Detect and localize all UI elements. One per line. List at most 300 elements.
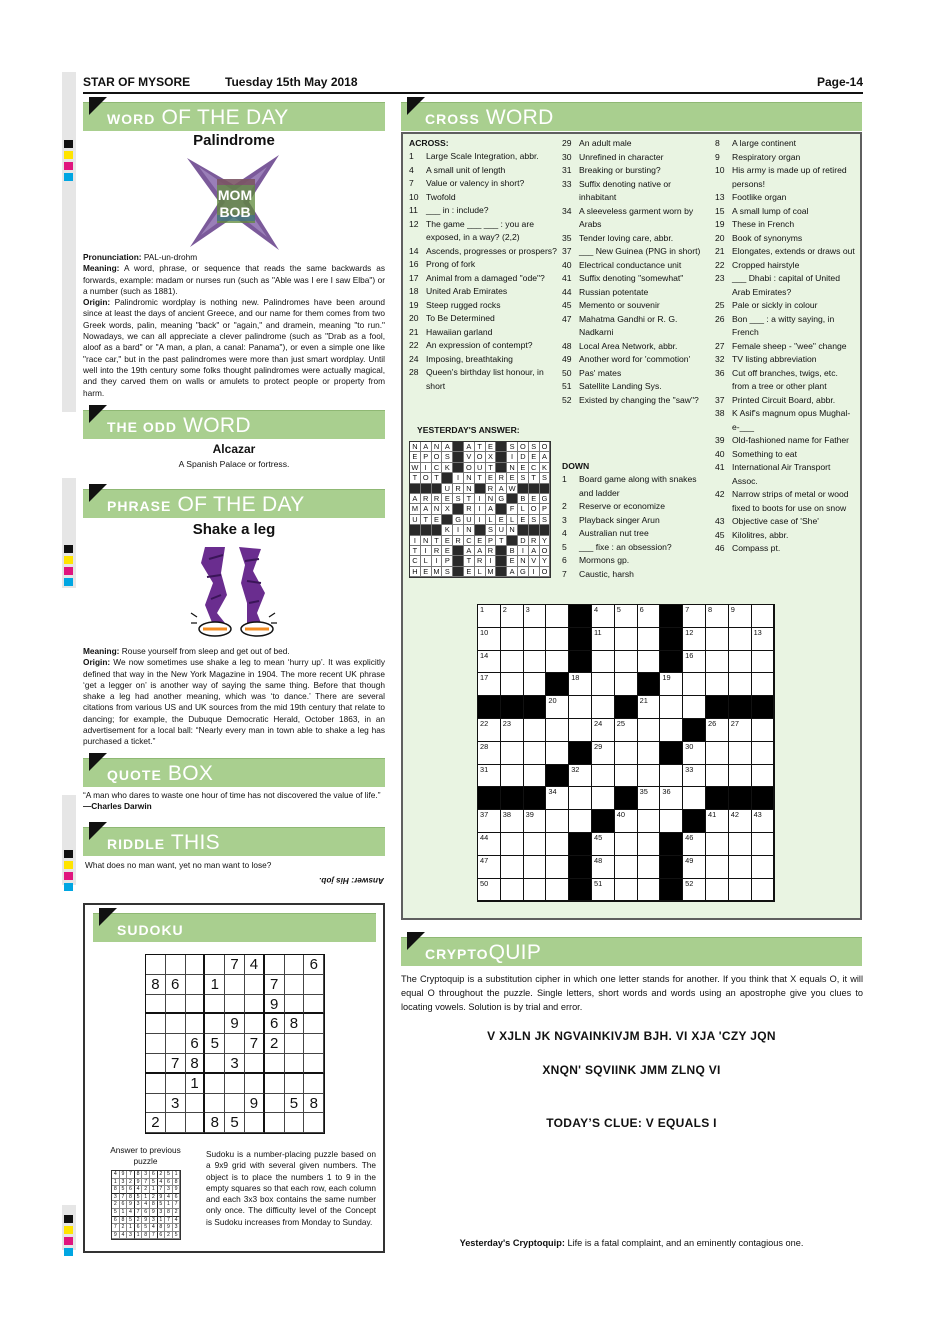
- crossword-cell[interactable]: [524, 833, 547, 856]
- crossword-cell[interactable]: [546, 719, 569, 742]
- answer-cell: A: [410, 494, 421, 504]
- answer-cell: N: [432, 504, 443, 514]
- sudoku-cell[interactable]: [245, 1014, 265, 1034]
- sudoku-answer-cell: 4: [173, 1217, 181, 1225]
- crossword-clue: 41 Suffix denoting "somewhat": [562, 273, 684, 283]
- crossword-cell[interactable]: [683, 696, 706, 719]
- sudoku-answer-cell: 8: [135, 1171, 143, 1179]
- crossword-cell[interactable]: 50: [478, 879, 501, 902]
- crossword-clue: 49 Another word for 'commotion': [562, 354, 691, 364]
- crossword-cell[interactable]: [638, 810, 661, 833]
- answer-cell: T: [486, 463, 497, 473]
- sudoku-cell[interactable]: [304, 1074, 324, 1094]
- crossword-cell[interactable]: [569, 696, 592, 719]
- sudoku-cell[interactable]: [205, 1054, 225, 1074]
- crossword-cell[interactable]: [706, 651, 729, 674]
- crossword-cell[interactable]: 23: [501, 719, 524, 742]
- answer-cell: A: [442, 442, 453, 452]
- crossword-cell[interactable]: [615, 856, 638, 879]
- crossword-clue: 24 Imposing, breathtaking: [409, 353, 513, 364]
- sudoku-cell[interactable]: [186, 955, 206, 975]
- sudoku-cell: 8: [186, 1054, 206, 1074]
- answer-cell: E: [442, 546, 453, 556]
- crossword-cell[interactable]: [638, 719, 661, 742]
- answer-cell: [453, 546, 464, 556]
- crossword-cell[interactable]: 13: [752, 628, 775, 651]
- crossword-cell[interactable]: 17: [478, 673, 501, 696]
- sudoku-cell: 5: [205, 1034, 225, 1054]
- crossword-cell[interactable]: [501, 879, 524, 902]
- answer-cell: O: [432, 452, 443, 462]
- crossword-cell[interactable]: 27: [729, 719, 752, 742]
- crossword-cell[interactable]: 12: [683, 628, 706, 651]
- crossword-cell[interactable]: [752, 833, 775, 856]
- answer-cell: M: [486, 567, 497, 577]
- crossword-cell[interactable]: [524, 765, 547, 788]
- crossword-clue: 11 ___ in : include?: [409, 205, 489, 215]
- sudoku-cell[interactable]: [245, 975, 265, 995]
- crossword-cell[interactable]: 42: [729, 810, 752, 833]
- crossword-cell[interactable]: [524, 879, 547, 902]
- crossword-cell[interactable]: [729, 673, 752, 696]
- answer-cell: P: [540, 504, 551, 514]
- sudoku-cell[interactable]: [225, 1074, 245, 1094]
- sudoku-cell[interactable]: [265, 1054, 285, 1074]
- crossword-cell[interactable]: 5: [615, 605, 638, 628]
- sudoku-answer-cell: 9: [120, 1171, 128, 1179]
- crossword-cell[interactable]: [729, 833, 752, 856]
- crossword-cell[interactable]: [592, 696, 615, 719]
- crossword-cell[interactable]: 38: [501, 810, 524, 833]
- sudoku-cell[interactable]: [146, 995, 166, 1015]
- sudoku-cell[interactable]: [146, 1054, 166, 1074]
- crossword-cell[interactable]: [660, 696, 683, 719]
- answer-cell: E: [518, 463, 529, 473]
- answer-cell: L: [421, 556, 432, 566]
- sudoku-cell[interactable]: [146, 1074, 166, 1094]
- answer-cell: [518, 525, 529, 535]
- crossword-cell[interactable]: [546, 833, 569, 856]
- answer-cell: U: [464, 515, 475, 525]
- sudoku-cell[interactable]: [304, 1034, 324, 1054]
- crossword-cell[interactable]: 16: [683, 651, 706, 674]
- crossword-cell: [660, 833, 683, 856]
- sudoku-cell[interactable]: [146, 1014, 166, 1034]
- sudoku-cell[interactable]: [245, 1074, 265, 1094]
- crossword-clue: 7 Caustic, harsh: [562, 568, 634, 579]
- crossword-cell[interactable]: [660, 719, 683, 742]
- crossword-cell[interactable]: [501, 765, 524, 788]
- crossword-cell[interactable]: [615, 765, 638, 788]
- crossword-cell[interactable]: 4: [592, 605, 615, 628]
- sudoku-cell[interactable]: [245, 1113, 265, 1133]
- crossword-cell[interactable]: [524, 719, 547, 742]
- crossword-clue: 27 Female sheep - "wee" change: [715, 340, 847, 351]
- crossword-cell[interactable]: 48: [592, 856, 615, 879]
- crossword-cell[interactable]: [660, 810, 683, 833]
- answer-cell: I: [475, 504, 486, 514]
- crossword-cell[interactable]: [524, 673, 547, 696]
- crossword-cell[interactable]: [592, 673, 615, 696]
- sudoku-cell[interactable]: [304, 975, 324, 995]
- sudoku-cell[interactable]: [265, 1113, 285, 1133]
- answer-cell: I: [421, 463, 432, 473]
- crossword-clue: 35 Tender loving care, abbr.: [562, 232, 674, 243]
- crossword-clue: 21 Hawaiian garland: [409, 326, 493, 337]
- sudoku-answer-cell: 9: [165, 1224, 173, 1232]
- crossword-cell[interactable]: 31: [478, 765, 501, 788]
- color-marks: [64, 545, 73, 589]
- crossword-cell[interactable]: [729, 765, 752, 788]
- crossword-cell[interactable]: [501, 856, 524, 879]
- crossword-cell: [660, 605, 683, 628]
- answer-cell: C: [410, 556, 421, 566]
- sudoku-cell[interactable]: [285, 955, 305, 975]
- crossword-clue: 51 Satellite Landing Sys.: [562, 381, 662, 391]
- crossword-cell[interactable]: [752, 742, 775, 765]
- crossword-cell[interactable]: [638, 765, 661, 788]
- sudoku-cell[interactable]: [205, 955, 225, 975]
- crossword-cell[interactable]: [592, 765, 615, 788]
- answer-cell: [540, 525, 551, 535]
- sudoku-cell[interactable]: [265, 955, 285, 975]
- sudoku-cell[interactable]: [166, 1034, 186, 1054]
- answer-cell: I: [475, 515, 486, 525]
- crossword-clue: 46 Compass pt.: [715, 543, 781, 553]
- crossword-cell[interactable]: [546, 651, 569, 674]
- crossword-cell[interactable]: [729, 651, 752, 674]
- crossword-clue: 36 Cut off branches, twigs, etc. from a tree or other plant: [715, 367, 838, 391]
- crossword-cell[interactable]: 28: [478, 742, 501, 765]
- sudoku-cell[interactable]: [285, 975, 305, 995]
- crossword-cell[interactable]: [615, 673, 638, 696]
- crossword-cell[interactable]: 45: [592, 833, 615, 856]
- word-of-day-body: Pronunciation: PAL-un-drohm Meaning: A word, phrase, or sequence that reads the same backwards as forwards, example: madam or nurses run (such as "Able was I ere I saw Elba") or a number (such as 1881). Origin: Palindromic wordplay is nothing new. Palindromes have been around since at least the days of ancient Greece, and our name for them comes from two Greek words, palin, meaning "back" or "again," and dramein, meaning "to run." Nowadays, we can all appreciate a clever palindrome (such as "Drab as a fool, aloof as a bard" or "A man, a plan, a canal: Panama"), or even a simple one like "race car," but in the past palindromes were more than just smart wordplay. Until well into the 19th century some folks thought palindromes were actually magical, and they carved them on walls or amulets to protect people or property from harm.: [83, 252, 385, 398]
- crossword-cell[interactable]: [592, 651, 615, 674]
- sudoku-cell[interactable]: [225, 975, 245, 995]
- crossword-cell[interactable]: [546, 810, 569, 833]
- crossword-cell[interactable]: [752, 605, 775, 628]
- crossword-cell[interactable]: 47: [478, 856, 501, 879]
- answer-cell: N: [432, 442, 443, 452]
- crossword-cell[interactable]: 36: [660, 787, 683, 810]
- crossword-cell[interactable]: 51: [592, 879, 615, 902]
- sudoku-cell: 9: [245, 1094, 265, 1114]
- sudoku-cell[interactable]: [205, 995, 225, 1015]
- answer-cell: I: [421, 546, 432, 556]
- answer-cell: I: [453, 473, 464, 483]
- crossword-cell[interactable]: [683, 787, 706, 810]
- sudoku-cell[interactable]: [304, 1113, 324, 1133]
- sudoku-cell[interactable]: [225, 1034, 245, 1054]
- crossword-cell[interactable]: 41: [706, 810, 729, 833]
- crossword-cell[interactable]: [638, 742, 661, 765]
- sudoku-answer-cell: 5: [150, 1179, 158, 1187]
- crossword-cell[interactable]: [546, 742, 569, 765]
- crossword-cell[interactable]: 25: [615, 719, 638, 742]
- cryptoquip-banner: CRYPTOQUIP: [401, 937, 862, 966]
- crossword-cell[interactable]: [638, 651, 661, 674]
- crossword-cell[interactable]: [524, 651, 547, 674]
- crossword-cell[interactable]: 22: [478, 719, 501, 742]
- sudoku-cell[interactable]: [166, 1113, 186, 1133]
- crossword-cell[interactable]: [615, 628, 638, 651]
- sudoku-cell[interactable]: [205, 1094, 225, 1114]
- sudoku-cell[interactable]: [285, 995, 305, 1015]
- sudoku-answer-cell: 5: [158, 1201, 166, 1209]
- sudoku-cell[interactable]: [166, 995, 186, 1015]
- answer-cell: H: [410, 567, 421, 577]
- crossword-cell[interactable]: [615, 833, 638, 856]
- crossword-cell[interactable]: [752, 719, 775, 742]
- crossword-clue: 4 A small unit of length: [409, 164, 506, 175]
- sudoku-answer-cell: 3: [158, 1209, 166, 1217]
- crossword-cell[interactable]: 2: [501, 605, 524, 628]
- crossword-cell[interactable]: [524, 856, 547, 879]
- crossword-cell: [660, 651, 683, 674]
- crossword-cell[interactable]: 40: [615, 810, 638, 833]
- crossword-clue: 31 Breaking or bursting?: [562, 165, 661, 175]
- corner-triangle-icon: [89, 822, 107, 840]
- answer-cell: V: [529, 556, 540, 566]
- crossword-cell[interactable]: [638, 856, 661, 879]
- crossword-cell[interactable]: [706, 628, 729, 651]
- crossword-cell[interactable]: [501, 651, 524, 674]
- crossword-cell[interactable]: [501, 742, 524, 765]
- sudoku-cell[interactable]: [186, 1113, 206, 1133]
- crossword-cell[interactable]: [752, 765, 775, 788]
- issue-date: Tuesday 15th May 2018: [225, 75, 358, 89]
- answer-cell: A: [464, 546, 475, 556]
- sudoku-cell[interactable]: [285, 1113, 305, 1133]
- crossword-cell[interactable]: 35: [638, 787, 661, 810]
- sudoku-answer-cell: 4: [165, 1194, 173, 1202]
- crossword-cell[interactable]: 30: [683, 742, 706, 765]
- crossword-cell[interactable]: 20: [546, 696, 569, 719]
- crossword-cell[interactable]: [638, 833, 661, 856]
- sudoku-cell[interactable]: [205, 1074, 225, 1094]
- crossword-cell[interactable]: 11: [592, 628, 615, 651]
- sudoku-answer-cell: 2: [127, 1179, 135, 1187]
- answer-cell: R: [432, 546, 443, 556]
- crossword-cell[interactable]: 21: [638, 696, 661, 719]
- answer-cell: [453, 504, 464, 514]
- crossword-clue: 19 These in French: [715, 219, 795, 229]
- sudoku-answer-cell: 7: [127, 1171, 135, 1179]
- sudoku-cell[interactable]: [166, 1014, 186, 1034]
- crossword-cell[interactable]: 46: [683, 833, 706, 856]
- crossword-cell[interactable]: [615, 879, 638, 902]
- answer-cell: U: [496, 525, 507, 535]
- crossword-cell[interactable]: [706, 742, 729, 765]
- sudoku-cell: 2: [146, 1113, 166, 1133]
- crossword-cell[interactable]: 3: [524, 605, 547, 628]
- crossword-cell[interactable]: [706, 673, 729, 696]
- crossword-cell[interactable]: [729, 628, 752, 651]
- sudoku-answer-cell: 6: [150, 1171, 158, 1179]
- sudoku-cell[interactable]: [225, 995, 245, 1015]
- crossword-cell[interactable]: 24: [592, 719, 615, 742]
- sudoku-answer-cell: 4: [120, 1232, 128, 1240]
- crossword-cell[interactable]: 29: [592, 742, 615, 765]
- answer-cell: S: [486, 525, 497, 535]
- sudoku-cell[interactable]: [245, 1054, 265, 1074]
- crossword-cell[interactable]: [569, 787, 592, 810]
- crossword-cell[interactable]: [524, 742, 547, 765]
- sudoku-cell[interactable]: [265, 1094, 285, 1114]
- crossword-cell: [706, 696, 729, 719]
- crossword-cell[interactable]: [638, 879, 661, 902]
- sudoku-cell[interactable]: [304, 1054, 324, 1074]
- crossword-cell[interactable]: 9: [729, 605, 752, 628]
- crossword-cell: [569, 833, 592, 856]
- crossword-cell[interactable]: [752, 879, 775, 902]
- crossword-cell[interactable]: [638, 628, 661, 651]
- sudoku-cell[interactable]: [304, 1014, 324, 1034]
- page-number: Page-14: [816, 75, 863, 89]
- crossword-cell[interactable]: 6: [638, 605, 661, 628]
- sudoku-answer-cell: 5: [112, 1209, 120, 1217]
- crossword-cell[interactable]: [546, 605, 569, 628]
- crossword-cell[interactable]: 34: [546, 787, 569, 810]
- crossword-cell[interactable]: [683, 673, 706, 696]
- crossword-cell[interactable]: 10: [478, 628, 501, 651]
- corner-triangle-icon: [89, 753, 107, 771]
- quote-author: —Charles Darwin: [83, 801, 152, 812]
- crossword-cell: [660, 856, 683, 879]
- crossword-cell[interactable]: 32: [569, 765, 592, 788]
- sudoku-cell[interactable]: [166, 1074, 186, 1094]
- crossword-clue: 6 Mormons gp.: [562, 555, 630, 565]
- crossword-cell: [615, 696, 638, 719]
- answer-cell: F: [507, 504, 518, 514]
- answer-cell: [410, 484, 421, 494]
- color-marks: [64, 850, 73, 894]
- sudoku-cell[interactable]: [285, 1074, 305, 1094]
- sudoku-answer-cell: 2: [142, 1186, 150, 1194]
- crossword-cell[interactable]: [729, 856, 752, 879]
- sudoku-answer-cell: 6: [127, 1186, 135, 1194]
- crossword-cell[interactable]: 37: [478, 810, 501, 833]
- crossword-cell[interactable]: [660, 765, 683, 788]
- sudoku-answer-cell: 1: [135, 1232, 143, 1240]
- crossword-cell[interactable]: 49: [683, 856, 706, 879]
- sudoku-cell[interactable]: [285, 1034, 305, 1054]
- crossword-cell[interactable]: [546, 856, 569, 879]
- crossword-cell[interactable]: [501, 628, 524, 651]
- sudoku-cell[interactable]: [146, 1034, 166, 1054]
- crossword-cell[interactable]: 39: [524, 810, 547, 833]
- sudoku-cell[interactable]: [205, 1014, 225, 1034]
- answer-cell: [453, 442, 464, 452]
- crossword-cell[interactable]: [729, 742, 752, 765]
- crossword-cell[interactable]: [752, 651, 775, 674]
- crossword-cell[interactable]: 7: [683, 605, 706, 628]
- sudoku-cell[interactable]: [285, 1054, 305, 1074]
- crossword-cell[interactable]: 19: [660, 673, 683, 696]
- crossword-cell[interactable]: 52: [683, 879, 706, 902]
- answer-cell: E: [475, 536, 486, 546]
- sudoku-answer-cell: 3: [173, 1224, 181, 1232]
- sudoku-cell[interactable]: [186, 975, 206, 995]
- crossword-cell[interactable]: 43: [752, 810, 775, 833]
- crossword-cell[interactable]: 14: [478, 651, 501, 674]
- sudoku-cell[interactable]: [166, 955, 186, 975]
- answer-cell: W: [507, 484, 518, 494]
- sudoku-answer-cell: 7: [120, 1194, 128, 1202]
- crossword-cell[interactable]: 44: [478, 833, 501, 856]
- crossword-clue: 40 Electrical conductance unit: [562, 259, 682, 270]
- crossword-cell[interactable]: [729, 879, 752, 902]
- answer-cell: E: [410, 452, 421, 462]
- answer-cell: A: [496, 484, 507, 494]
- sudoku-answer-cell: 2: [150, 1194, 158, 1202]
- crossword-cell[interactable]: [592, 787, 615, 810]
- riddle-answer: Answer: His job.: [318, 876, 384, 886]
- crossword-cell: [501, 696, 524, 719]
- crossword-cell[interactable]: [615, 651, 638, 674]
- sudoku-cell[interactable]: [225, 1094, 245, 1114]
- crossword-cell[interactable]: [752, 673, 775, 696]
- crossword-cell[interactable]: [706, 833, 729, 856]
- crossword-clue: 1 Board game along with snakes and ladder: [562, 474, 697, 498]
- crossword-cell: [569, 742, 592, 765]
- sudoku-cell[interactable]: [186, 995, 206, 1015]
- crossword-cell[interactable]: [706, 856, 729, 879]
- crossword-cell[interactable]: [615, 742, 638, 765]
- sudoku-cell[interactable]: [146, 955, 166, 975]
- crossword-cell[interactable]: [706, 765, 729, 788]
- riddle-banner: RIDDLE THIS: [83, 827, 385, 856]
- sudoku-cell[interactable]: [186, 1014, 206, 1034]
- answer-cell: T: [529, 473, 540, 483]
- crossword-cell[interactable]: [546, 628, 569, 651]
- sudoku-cell[interactable]: [186, 1094, 206, 1114]
- crossword-grid: [477, 604, 775, 902]
- crossword-cell[interactable]: [706, 879, 729, 902]
- answer-cell: V: [464, 452, 475, 462]
- crossword-cell: [638, 673, 661, 696]
- sudoku-answer-cell: 7: [135, 1209, 143, 1217]
- crossword-clue: 14 Ascends, progresses or prospers?: [409, 245, 557, 256]
- sudoku-cell[interactable]: [245, 995, 265, 1015]
- crossword-cell[interactable]: 8: [706, 605, 729, 628]
- crossword-cell[interactable]: [524, 628, 547, 651]
- sudoku-cell[interactable]: [146, 1094, 166, 1114]
- sudoku-cell: 5: [225, 1113, 245, 1133]
- sudoku-cell[interactable]: [265, 1074, 285, 1094]
- crossword-cell[interactable]: 33: [683, 765, 706, 788]
- sudoku-cell[interactable]: [304, 995, 324, 1015]
- sudoku-answer-cell: 8: [173, 1179, 181, 1187]
- crossword-cell[interactable]: [569, 810, 592, 833]
- crossword-cell[interactable]: [752, 856, 775, 879]
- crossword-cell[interactable]: [501, 833, 524, 856]
- sudoku-answer-cell: 2: [158, 1171, 166, 1179]
- answer-cell: S: [540, 515, 551, 525]
- answer-cell: T: [464, 494, 475, 504]
- answer-cell: O: [529, 504, 540, 514]
- crossword-cell[interactable]: [546, 879, 569, 902]
- crossword-cell[interactable]: 26: [706, 719, 729, 742]
- sudoku-answer-cell: 4: [142, 1201, 150, 1209]
- crossword-cell[interactable]: [569, 719, 592, 742]
- crossword-clue: 4 Australian nut tree: [562, 528, 649, 538]
- crossword-cell[interactable]: 18: [569, 673, 592, 696]
- crossword-cell[interactable]: 1: [478, 605, 501, 628]
- crossword-cell[interactable]: [501, 673, 524, 696]
- answer-cell: G: [496, 494, 507, 504]
